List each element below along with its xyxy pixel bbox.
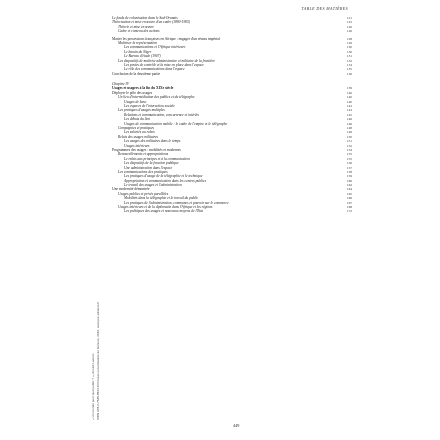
toc-entry-page: 158 — [346, 169, 352, 174]
toc-entry-title: Renouvellements et appropriations — [118, 152, 169, 157]
toc-entry-title: Le Bureau d'étude (1907) — [124, 54, 161, 59]
toc-entry-page: 155 — [346, 152, 352, 157]
toc-entry-title: Les dispositifs de maîtrise administrative et militaire de la frontière — [118, 58, 215, 63]
toc-entry-page: 165 — [346, 191, 352, 196]
toc-entry-title: Les politiques des usages et nouveaux moyens de l'État — [124, 209, 204, 214]
toc-entry[interactable] — [112, 29, 352, 33]
toc-entry-title: Relations et communication, concurrence et intérêts — [124, 112, 199, 117]
toc-entry-page: 140 — [346, 95, 352, 100]
toc-entry-page: 168 — [346, 205, 352, 210]
toc-entry-title: Les postes de contrôle et la mise en place dans l'espace — [124, 62, 204, 67]
toc-entry-title: Les pratiques de l'administration, communes et pouvoir sur le commerce — [124, 200, 229, 205]
toc-entry-title: Appropriation et communication dans les centres publics — [124, 178, 206, 183]
toc-entry-title: Maîtriser la représentation — [118, 40, 157, 45]
toc-entry-title: Une administration dans l'espace — [124, 165, 173, 170]
toc-entry-title: Les communications et l'Afrique intérieure — [124, 45, 186, 50]
toc-entry-title: Marier les possessions françaises en Afrique : engager d'un réseau impérial — [112, 36, 220, 41]
toc-entry[interactable] — [112, 209, 352, 213]
toc-entry-page: 140 — [346, 90, 352, 95]
toc-entry-page: 159 — [346, 174, 352, 179]
toc-entry-title: Programmes des usages : mobilités et modernes — [112, 147, 181, 152]
table-of-contents — [112, 16, 352, 214]
toc-entry-page: 143 — [346, 108, 352, 113]
toc-entry-title: Théorie et mise en œuvre — [118, 24, 154, 29]
toc-entry-title: Le relais aux principes et à la communication — [124, 156, 190, 161]
toc-entry-title: Relais des usages militaires — [118, 134, 158, 139]
toc-entry-title: Cadre et contenu des actions — [118, 29, 160, 34]
toc-entry-page: 135 — [346, 67, 352, 72]
toc-entry-page: 132 — [346, 58, 352, 63]
toc-entry-title: Les pratiques d'usages multiples — [118, 108, 165, 113]
toc-entry-page: 126 — [346, 29, 352, 34]
toc-entry-page: 125 — [346, 20, 352, 25]
toc-entry-page: 154 — [346, 147, 352, 152]
side-note-line: ISBN 978-2-7535-8544-8 Presses universitaires de Rennes, 2022, www.pur-editions.fr — [96, 301, 100, 420]
toc-entry-page: 131 — [346, 54, 352, 59]
toc-entry-title: Usages intérieurs et de la diplomatie dans l'Afrique et les régions — [118, 205, 213, 210]
toc-entry-title: Le bassin du Niger — [124, 49, 152, 54]
toc-entry-page: 129 — [346, 40, 352, 45]
toc-entry-title: Un lieu d'intermédiation des publics et du télégraphe — [118, 95, 195, 100]
toc-entry-title: Le rôle des communications dans l'espace — [124, 67, 185, 72]
page-number: 449 — [233, 423, 240, 428]
side-copyright-note — [90, 255, 105, 420]
toc-entry-page: 156 — [346, 161, 352, 166]
toc-entry-page: 164 — [346, 187, 352, 192]
toc-entry-page: 172 — [346, 209, 352, 214]
toc-entry-title: Usages de base — [124, 99, 147, 104]
toc-entry-page: 157 — [346, 165, 352, 170]
toc-entry-page: 121 — [346, 16, 352, 20]
toc-entry-title: Conclusion de la deuxième partie — [112, 71, 161, 76]
toc-entry-page: 151 — [346, 139, 352, 144]
side-note-line: « Un monde pour quel public ? », Annick Lacroix — [91, 353, 95, 420]
toc-entry-page: 167 — [346, 200, 352, 205]
toc-entry-page: 166 — [346, 196, 352, 201]
toc-entry-page: 146 — [346, 121, 352, 126]
toc-entry-page: 142 — [346, 104, 352, 109]
toc-entry-page: 145 — [346, 112, 352, 117]
toc-entry-title: Compagnies et pratiques — [118, 125, 154, 130]
toc-entry-title: Mobilités dans la télégraphie et le travail du public — [124, 196, 199, 201]
toc-entry-title: Les débuts du lien — [124, 117, 151, 122]
toc-entry-title: Le travail des usages et l'administration — [124, 183, 182, 188]
toc-entry-page: 152 — [346, 143, 352, 148]
toc-entry-title: Théorisation et mise en œuvre d'un cadre (1890-1905) — [112, 20, 191, 25]
toc-entry-page: 136 — [346, 71, 352, 76]
toc-entry-title: Les dispositifs de la fonction publique — [124, 161, 179, 166]
toc-entry-title: Les pratiques d'usage de la télégraphie et le technique — [124, 174, 203, 179]
toc-entry-page: 160 — [346, 178, 352, 183]
toc-entry-title: Le fonds de colonisation dans le Sud-Oranais — [112, 16, 178, 20]
toc-entry-page: 128 — [346, 36, 352, 41]
toc-entry-title: Une modernité démontrée — [112, 187, 150, 192]
toc-entry-page: 150 — [346, 134, 352, 139]
toc-entry-title: Usages intérieurs — [124, 143, 150, 148]
toc-entry-page: 140 — [346, 99, 352, 104]
toc-entry[interactable] — [112, 72, 352, 76]
toc-entry-page: 139 — [346, 86, 352, 91]
toc-entry-page: 130 — [346, 49, 352, 54]
toc-entry-page: 146 — [346, 117, 352, 122]
toc-entry-title: Usages de communication mobile : le cadre de l'empire et le télégraphe — [124, 121, 228, 126]
running-head: TABLE DES MATIÈRES — [301, 6, 348, 11]
toc-entry-title: Les communications des pratiques — [118, 169, 168, 174]
toc-entry-title: Les espaces de l'interaction sociale — [124, 104, 175, 109]
toc-entry-title: Usages et usagers à la fin du XIXe siècle — [112, 86, 174, 91]
toc-entry-page: 130 — [346, 45, 352, 50]
toc-entry-title: Les salariés au relais — [124, 130, 155, 135]
toc-entry-page: 134 — [346, 62, 352, 67]
toc-entry-page: 149 — [346, 130, 352, 135]
toc-entry-page: 162 — [346, 183, 352, 188]
toc-entry-page: 155 — [346, 156, 352, 161]
toc-entry-title: Déployer le pôle des usages — [112, 90, 153, 95]
toc-entry-title: Chapitre IV — [112, 82, 129, 87]
toc-entry-title: Les usages des militaires dans le temps — [124, 139, 181, 144]
toc-entry-page: 148 — [346, 125, 352, 130]
toc-entry-page: 126 — [346, 24, 352, 29]
toc-entry-title: Usages publics et privés parallèles — [118, 191, 169, 196]
